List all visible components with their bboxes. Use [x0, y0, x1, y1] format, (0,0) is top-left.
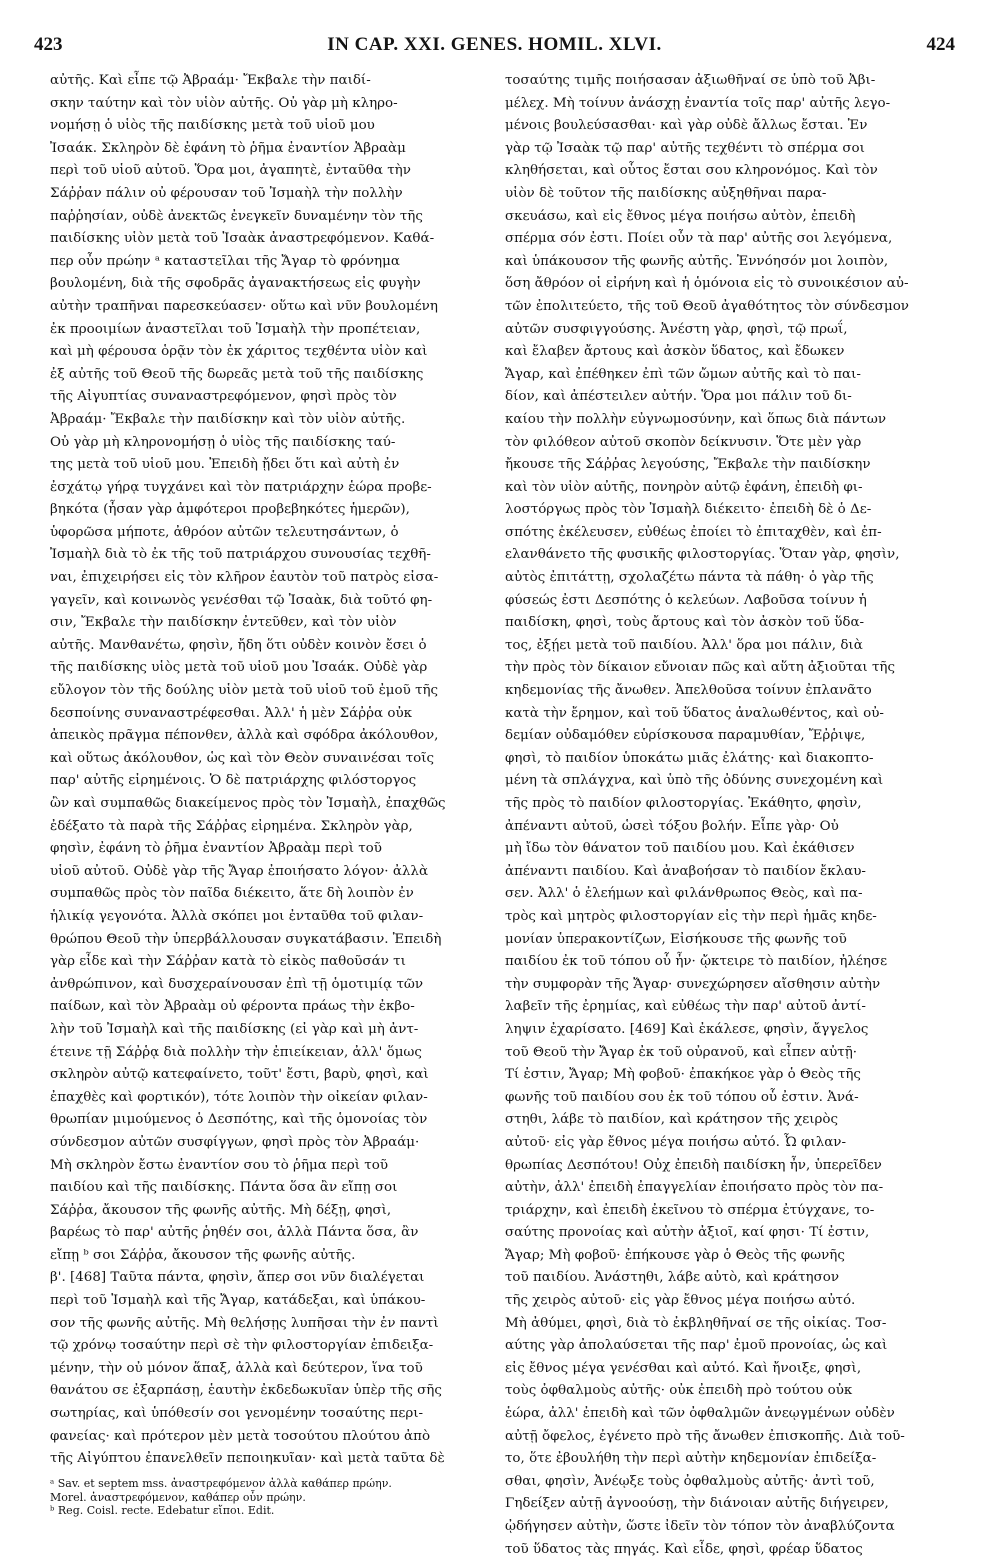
text-line: θρώπου Θεοῦ τὴν ὑπερβάλλουσαν συγκατάβασιν. Ἐπειδὴ [50, 931, 442, 947]
footnote-line: ᵇ Reg. Coisl. recte. Edebatur εἴποι. Edit. [50, 1504, 275, 1518]
text-line: κηδεμονίας τῆς ἄνωθεν. Ἀπελθοῦσα τοίνυν ἐπλανᾶτο [505, 683, 872, 699]
text-line: τοῦ Θεοῦ τὴν Ἄγαρ ἐκ τοῦ οὐρανοῦ, καὶ εἶπεν αὐτῇ· [505, 1044, 858, 1060]
text-line: φανείας· καὶ πρότερον μὲν μετὰ τοσούτου πλούτου ἀπὸ [50, 1428, 431, 1444]
text-line: ἐδέξατο τὰ παρὰ τῆς Σάῤῥας εἰρημένα. Σκληρὸν γὰρ, [50, 818, 413, 834]
text-line: γὰρ εἶδε καὶ τὴν Σάῤῥαν κατὰ τὸ εἰκὸς παθοῦσάν τι [50, 954, 406, 970]
text-line: καίου τὴν πολλὴν εὐγνωμοσύνην, καὶ ὅπως διὰ πάντων [505, 411, 887, 427]
text-line: σεν. Ἀλλ' ὁ ἐλεήμων καὶ φιλάνθρωπος Θεὸς, καὶ πα- [505, 886, 863, 902]
text-line: τὸν φιλόθεον αὐτοῦ σκοπὸν δείκνυσιν. Ὅτε μὲν γὰρ [505, 434, 862, 450]
text-line: ἐξ αὐτῆς τοῦ Θεοῦ τῆς δωρεᾶς μετὰ τοῦ τῆς παιδίσκης [50, 366, 424, 382]
text-line: αὐτὴν τραπῆναι παρεσκεύασεν· οὕτω καὶ νῦν βουλομένη [50, 298, 438, 314]
text-line: τῆς Αἰγυπτίας συναναστρεφόμενον, φησὶ πρὸς τὸν [50, 389, 397, 405]
text-line: φωνῆς τοῦ παιδίου σου ἐκ τοῦ τόπου οὗ ἐστιν. Ἀνά- [505, 1089, 859, 1105]
text-line: δεσποίνης συναναστρέφεσθαι. Ἀλλ' ἡ μὲν Σάῤῥα οὐκ [50, 705, 413, 721]
text-line: ἐπαχθὲς καὶ φορτικόν), τότε λοιπὸν τὴν οἰκείαν φιλαν- [50, 1089, 428, 1105]
text-line: ληψιν ἐχαρίσατο. [469] Καὶ ἐκάλεσε, φησὶν, ἄγγελος [505, 1021, 869, 1037]
text-line: βηκότα (ἦσαν γὰρ ἀμφότεροι προβεβηκότες ἡμερῶν), [50, 502, 410, 518]
text-line: κληθήσεται, καὶ οὗτος ἔσται σου κληρονόμος. Καὶ τὸν [505, 163, 878, 179]
text-line: λὴν τοῦ Ἰσμαὴλ καὶ τῆς παιδίσκης (εἰ γὰρ καὶ μὴ ἀντ- [50, 1021, 419, 1037]
text-line: υἱὸν δὲ τοῦτον τῆς παιδίσκης αὐξηθῆναι παρα- [505, 185, 827, 201]
text-line: θανάτου σε ἐξαρπάσῃ, ἑαυτὴν ἐκδεδωκυῖαν ὑπὲρ τῆς σῆς [50, 1383, 442, 1399]
running-title: IN CAP. XXI. GENES. HOMIL. XLVI. [327, 34, 662, 55]
text-line: παιδίσκη, φησὶ, τοὺς ἄρτους καὶ τὸν ἀσκὸν τοῦ ὕδα- [505, 615, 865, 631]
text-line: τριάρχην, καὶ ἐπειδὴ ἐκεῖνου τὸ σπέρμα ἐτύγχανε, το- [505, 1202, 875, 1218]
text-line: συμπαθῶς πρὸς τὸν παῖδα διέκειτο, ἅτε δὴ λοιπὸν ἐν [50, 886, 414, 902]
text-line: τὴν πρὸς τὸν δίκαιον εὔνοιαν πῶς καὶ αὕτη ἀξιοῦται τῆς [505, 660, 895, 676]
text-line: ἡλικίᾳ γεγονότα. Ἀλλὰ σκόπει μοι ἐνταῦθα τοῦ φιλαν- [50, 908, 424, 924]
text-line: Ἰσμαὴλ διὰ τὸ ἐκ τῆς τοῦ πατριάρχου συνουσίας τεχθῆ- [50, 547, 431, 563]
text-line: καὶ ὑπάκουσον τῆς φωνῆς αὐτῆς. Ἐννόησόν μοι λοιπὸν, [505, 253, 889, 269]
text-line: τῆς παιδίσκης υἱὸς μετὰ τοῦ υἱοῦ μου Ἰσαάκ. Οὐδὲ γὰρ [50, 660, 428, 676]
text-line: λαβεῖν τῆς ἐρημίας, καὶ εὐθέως τὴν παρ' αὐτοῦ ἀντί- [505, 999, 866, 1015]
text-line: παίδων, καὶ τὸν Ἀβραὰμ οὐ φέροντα πράως τὴν ἐκβο- [50, 999, 415, 1015]
text-line: Ἰσαάκ. Σκληρὸν δὲ ἐφάνη τὸ ῥῆμα ἐναντίον Ἀβραὰμ [50, 140, 406, 156]
text-line: σθαι, φησὶν, Ἀνέῳξε τοὺς ὀφθαλμοὺς αὐτῆς· ἀντὶ τοῦ, [505, 1473, 875, 1489]
footnote-line: ᵃ Sav. et septem mss. ἀναστρεφόμενον ἀλλὰ καθάπερ πρώην. [50, 1476, 392, 1490]
text-line: παιδίσκης υἱὸν μετὰ τοῦ Ἰσαὰκ ἀναστρεφόμενον. Καθά- [50, 231, 435, 247]
text-line: λοστόργως πρὸς τὸν Ἰσμαὴλ διέκειτο· ἐπειδὴ δὲ ὁ Δε- [505, 502, 872, 518]
text-line: Γηδείξεν αὐτῇ ἀγνοούσῃ, τὴν διάνοιαν αὐτῆς διήγειρεν, [505, 1496, 889, 1512]
text-line: τοσαύτης τιμῆς ποιήσασαν ἀξιωθῆναί σε ὑπὸ τοῦ Ἀβι- [505, 73, 876, 88]
text-line: στηθι, λάβε τὸ παιδίον, καὶ κράτησον τῆς χειρὸς [505, 1112, 839, 1128]
text-line: αὐτῆς. Καὶ εἶπε τῷ Ἀβραάμ· Ἔκβαλε τὴν παιδί- [50, 73, 371, 88]
text-line: τος, ἐξῄει μετὰ τοῦ παιδίου. Ἀλλ' ὅρα μοι πάλιν, διὰ [505, 637, 863, 653]
text-line: υἱοῦ αὐτοῦ. Οὐδὲ γὰρ τῆς Ἄγαρ ἐποιήσατο λόγον· ἀλλὰ [50, 863, 429, 879]
text-line: παρ' αὐτῆς εἰρημένοις. Ὁ δὲ πατριάρχης φιλόστοργος [50, 773, 417, 789]
text-line: Ἀβραάμ· Ἔκβαλε τὴν παιδίσκην καὶ τὸν υἱὸν αὐτῆς. [50, 411, 406, 427]
page-number-right: 424 [926, 34, 955, 55]
text-line: σκληρὸν αὐτῷ κατεφαίνετο, τοῦτ' ἔστι, βαρὺ, φησὶ, καὶ [50, 1067, 429, 1083]
text-line: τῶν ἐπολιτεύετο, τῆς τοῦ Θεοῦ ἀγαθότητος τὸν σύνδεσμον [505, 298, 909, 314]
text-line: αὐτὸς ἐπιτάττῃ, σχολαζέτω πάντα τὰ πάθη· ὁ γὰρ τῆς [505, 570, 874, 586]
text-line: φύσεώς ἐστι Δεσπότης ὁ κελεύων. Λαβοῦσα τοίνυν ἡ [505, 592, 867, 608]
right-column [505, 70, 953, 1561]
text-line: ἐκ προοιμίων ἀναστεῖλαι τοῦ Ἰσμαὴλ τὴν προπέτειαν, [50, 321, 421, 337]
text-line: τὴν συμφορὰν τῆς Ἄγαρ· συνεχώρησεν αἴσθησιν αὐτὴν [505, 976, 881, 992]
text-line: δεμίαν οὐδαμόθεν εὑρίσκουσα παραμυθίαν, Ἔῤῥιψε, [505, 728, 866, 744]
text-line: σιν, Ἔκβαλε τὴν παιδίσκην ἐντεῦθεν, καὶ τὸν υἱὸν [50, 615, 397, 631]
text-line: φησὶ, τὸ παιδίον ὑποκάτω μιᾶς ἐλάτης· καὶ διακοπτο- [505, 750, 874, 766]
text-line: σπέρμα σόν ἐστι. Ποίει οὖν τὰ παρ' αὐτῆς σοι λεγόμενα, [505, 231, 893, 247]
text-line: αὐτοῦ· εἰς γὰρ ἔθνος μέγα ποιήσω αὐτό. Ὦ φιλαν- [505, 1134, 847, 1150]
text-line: ἀνθρώπινον, καὶ δυσχεραίνουσαν ἐπὶ τῇ ὁμοτιμίᾳ τῶν [50, 976, 424, 992]
text-line: σκην ταύτην καὶ τὸν υἱὸν αὐτῆς. Οὐ γὰρ μὴ κληρο- [50, 95, 398, 111]
text-line: τοῦ παιδίου. Ἀνάστηθι, λάβε αὐτὸ, καὶ κράτησον [505, 1270, 840, 1286]
text-line: της μετὰ τοῦ υἱοῦ μου. Ἐπειδὴ ᾔδει ὅτι καὶ αὐτὴ ἐν [50, 457, 400, 473]
text-line: Σάῤῥαν πάλιν οὐ φέρουσαν τοῦ Ἰσμαὴλ τὴν πολλὴν [50, 185, 403, 201]
text-line: ναι, ἐπιχειρήσει εἰς τὸν κλῆρον ἑαυτὸν τοῦ πατρὸς εἰσα- [50, 570, 439, 586]
text-line: ᾠδήγησεν αὐτὴν, ὥστε ἰδεῖν τὸν τόπον τὸν ἀναβλύζοντα [505, 1519, 895, 1534]
text-line: Οὐ γὰρ μὴ κληρονομήσῃ ὁ υἱὸς τῆς παιδίσκης ταύ- [50, 434, 396, 450]
text-line: θρωπίας Δεσπότου! Οὐχ ἐπειδὴ παιδίσκη ἦν, ὑπερεῖδεν [505, 1157, 882, 1173]
text-line: νομήσῃ ὁ υἱὸς τῆς παιδίσκης μετὰ τοῦ υἱοῦ μου [50, 118, 375, 134]
text-line: περ οὖν πρώην ᵃ καταστεῖλαι τῆς Ἄγαρ τὸ φρόνημα [50, 253, 400, 269]
text-line: το, ὅτε ἐβουλήθη τὴν περὶ αὐτὴν κηδεμονίαν ἐπιδείξα- [505, 1451, 877, 1467]
text-line: β'. [468] Ταῦτα πάντα, φησὶν, ἅπερ σοι νῦν διαλέγεται [50, 1270, 425, 1286]
text-line: ὑφορῶσα μήποτε, ἀθρόον αὐτῶν τελευτησάντων, ὁ [50, 524, 399, 540]
text-line: σωτηρίας, καὶ ὑπόθεσίν σοι γενομένην τοσαύτης περι- [50, 1406, 424, 1422]
text-line: κατὰ τὴν ἔρημον, καὶ τοῦ ὕδατος ἀναλωθέντος, καὶ οὐ- [505, 705, 884, 721]
text-line: φησὶν, ἐφάνη τὸ ῥῆμα ἐναντίον Ἀβραὰμ περὶ τοῦ [50, 841, 382, 857]
text-line: αὐτὴν, ἀλλ' ἐπειδὴ ἐπαγγελίαν ἐποιήσατο πρὸς τὸν πα- [505, 1180, 884, 1196]
text-line: Ἄγαρ, καὶ ἐπέθηκεν ἐπὶ τῶν ὤμων αὐτῆς καὶ τὸ παι- [505, 366, 861, 382]
text-line: εἰς ἔθνος μέγα γενέσθαι καὶ αὐτό. Καὶ ἤνοιξε, φησὶ, [505, 1360, 862, 1376]
text-line: ἀπέναντι αὐτοῦ, ὡσεὶ τόξου βολήν. Εἶπε γὰρ· Οὐ [505, 818, 839, 834]
footnote-line: Morel. ἀναστρεφόμενον, καθάπερ οὖν πρώην. [50, 1490, 306, 1504]
text-line: καὶ οὕτως ἀκόλουθον, ὡς καὶ τὸν Θεὸν συναινέσαι τοῖς [50, 750, 435, 766]
text-line: παιδίου καὶ τῆς παιδίσκης. Πάντα ὅσα ἂν εἴπῃ σοι [50, 1180, 398, 1196]
text-line: μονίαν ὑπερακοντίζων, Εἰσήκουσε τῆς φωνῆς τοῦ [505, 931, 847, 947]
text-line: αύτης γὰρ ἀπολαύσεται τῆς παρ' ἐμοῦ προνοίας, ὡς καὶ [505, 1338, 888, 1354]
text-line: γὰρ τῷ Ἰσαὰκ τῷ παρ' αὐτῆς τεχθέντι τὸ σπέρμα σοι [505, 140, 865, 156]
text-line: καὶ μὴ φέρουσα ὁρᾷν τὸν ἐκ χάριτος τεχθέντα υἱὸν καὶ [50, 344, 428, 360]
text-line: γαγεῖν, καὶ κοινωνὸς γενέσθαι τῷ Ἰσαὰκ, διὰ τοῦτό φη- [50, 592, 433, 608]
text-line: ὅση ἄθρόον οἱ εἰρήνη καὶ ἡ ὁμόνοια εἰς τὸ συνοικέσιον αὐ- [505, 276, 909, 292]
text-line: μένη τὰ σπλάγχνα, καὶ ὑπὸ τῆς ὀδύνης συνεχομένη καὶ [505, 773, 884, 789]
text-line: εἴπῃ ᵇ σοι Σάῤῥα, ἄκουσον τῆς φωνῆς αὐτῆς. [50, 1247, 356, 1263]
text-line: ἐσχάτῳ γήρᾳ τυγχάνει καὶ τὸν πατριάρχην ἑώρα προβε- [50, 479, 432, 495]
text-line: Μὴ ἀθύμει, φησὶ, διὰ τὸ ἐκβληθῆναί σε τῆς οἰκίας. Τοσ- [505, 1315, 887, 1331]
text-line: τῷ χρόνῳ τοσαύτην περὶ σὲ τὴν φιλοστοργίαν ἐπιδειξα- [50, 1338, 434, 1354]
text-line: τοῦ ὕδατος τὰς πηγάς. Καὶ εἶδε, φησὶ, φρέαρ ὕδατος [505, 1541, 863, 1557]
text-line: Τί ἐστιν, Ἄγαρ; Μὴ φοβοῦ· ἐπακήκοε γὰρ ὁ Θεὸς τῆς [505, 1067, 861, 1083]
text-line: βαρέως τὸ παρ' αὐτῆς ῥηθέν σοι, ἀλλὰ Πάντα ὅσα, ἂν [50, 1225, 419, 1241]
text-line: ἤκουσε τῆς Σάῤῥας λεγούσης, Ἔκβαλε τὴν παιδίσκην [505, 457, 871, 473]
text-line: μὴ ἴδω τὸν θάνατον τοῦ παιδίου μου. Καὶ ἐκάθισεν [505, 841, 855, 857]
text-line: παῤῥησίαν, οὐδὲ ἀνεκτῶς ἐνεγκεῖν δυναμένην τὸν τῆς [50, 208, 423, 224]
text-line: σαύτης προνοίας καὶ αὐτὴν ἀξιοῖ, καί φησι· Τί ἐστιν, [505, 1225, 870, 1241]
left-column [50, 70, 486, 1518]
text-line: δίον, καὶ ἀπέστειλεν αὐτήν. Ὅρα μοι πάλιν τοῦ δι- [505, 389, 852, 405]
text-line: βουλομένη, διὰ τῆς σφοδρᾶς ἀγανακτήσεως εἰς φυγὴν [50, 276, 421, 292]
text-line: καὶ τὸν υἱὸν αὐτῆς, πονηρὸν αὐτῷ ἐφάνη, ἐπειδὴ φι- [505, 479, 863, 495]
text-line: περὶ τοῦ Ἰσμαὴλ καὶ τῆς Ἄγαρ, κατάδεξαι, καὶ ὑπάκου- [50, 1293, 426, 1309]
text-line: ὢν καὶ συμπαθῶς διακείμενος πρὸς τὸν Ἰσμαὴλ, ἐπαχθῶς [50, 796, 446, 811]
text-line: αὐτῶν συσφιγγούσης. Ἀνέστη γὰρ, φησὶ, τῷ πρωΐ, [505, 321, 848, 337]
text-line: παιδίου ἐκ τοῦ τόπου οὗ ἦν· ᾤκτειρε τὸ παιδίον, ἠλέησε [505, 954, 888, 970]
text-line: σκευάσω, καὶ εἰς ἔθνος μέγα ποιήσω αὐτὸν, ἐπειδὴ [505, 208, 856, 224]
text-line: Σάῤῥα, ἄκουσον τῆς φωνῆς αὐτῆς. Μὴ δέξῃ, φησὶ, [50, 1202, 392, 1218]
text-line: τρὸς καὶ μητρὸς φιλοστοργίαν εἰς τὴν περὶ ἡμᾶς κηδε- [505, 908, 877, 924]
text-line: καὶ ἔλαβεν ἄρτους καὶ ἀσκὸν ὕδατος, καὶ ἔδωκεν [505, 344, 845, 360]
text-line: σπότης ἐκέλευσεν, εὐθέως ἐποίει τὸ ἐπιταχθὲν, καὶ ἐπ- [505, 524, 882, 540]
text-line: αὐτῆς. Μανθανέτω, φησὶν, ἤδη ὅτι οὐδὲν κοινὸν ἔσει ὁ [50, 637, 427, 653]
text-line: τοὺς ὀφθαλμοὺς αὐτῆς· οὐκ ἐπειδὴ πρὸ τούτου οὐκ [505, 1383, 853, 1399]
text-line: εὔλογον τὸν τῆς δούλης υἱὸν μετὰ τοῦ υἱοῦ τοῦ ἐμοῦ τῆς [50, 683, 439, 699]
text-line: θρωπίαν μιμούμενος ὁ Δεσπότης, καὶ τῆς ὁμονοίας τὸν [50, 1112, 428, 1128]
text-line: μένην, τὴν οὐ μόνον ἅπαξ, ἀλλὰ καὶ δεύτερον, ἵνα τοῦ [50, 1360, 423, 1376]
text-line: ἑώρα, ἀλλ' ἐπειδὴ καὶ τῶν ὀφθαλμῶν ἀνεῳγμένων οὐδὲν [505, 1406, 895, 1422]
text-line: Ἄγαρ; Μὴ φοβοῦ· ἐπήκουσε γὰρ ὁ Θεὸς τῆς φωνῆς [505, 1247, 845, 1263]
text-line: μένοις βουλεύσασθαι· καὶ γὰρ οὐδὲ ἄλλως ἔσται. Ἐν [505, 118, 868, 134]
page-header [34, 34, 955, 60]
footnotes [50, 1477, 486, 1518]
text-line: μέλεχ. Μὴ τοίνυν ἀνάσχῃ ἐναντία τοῖς παρ' αὐτῆς λεγο- [505, 95, 891, 111]
text-line: σον τῆς φωνῆς αὐτῆς. Μὴ θελήσῃς λυπῆσαι τὴν ἐν παντὶ [50, 1315, 439, 1331]
text-line: σύνδεσμον αὐτῶν συσφίγγων, φησὶ πρὸς τὸν Ἀβραάμ· [50, 1134, 420, 1150]
text-line: τῆς πρὸς τὸ παιδίον φιλοστοργίας. Ἐκάθητο, φησὶν, [505, 796, 862, 811]
text-line: ελανθάνετο τῆς φυσικῆς φιλοστοργίας. Ὅταν γὰρ, φησὶν, [505, 547, 900, 563]
text-line: Μὴ σκληρὸν ἔστω ἐναντίον σου τὸ ῥῆμα περὶ τοῦ [50, 1157, 389, 1173]
text-line: τῆς Αἰγύπτου ἐπανελθεῖν πεποιηκυῖαν· καὶ μετὰ ταῦτα δὲ [50, 1451, 445, 1467]
text-line: τῆς χειρὸς αὐτοῦ· εἰς γὰρ ἔθνος μέγα ποιήσω αὐτό. [505, 1293, 856, 1309]
text-line: αὐτῇ ὄφελος, ἐγένετο πρὸ τῆς ἄνωθεν ἐπισκοπῆς. Διὰ τοῦ- [505, 1428, 905, 1444]
text-line: ἀπεικὸς πρᾶγμα πέπονθεν, ἀλλὰ καὶ σφόδρα ἀκόλουθον, [50, 728, 439, 744]
text-line: περὶ τοῦ υἱοῦ αὐτοῦ. Ὅρα μοι, ἀγαπητὲ, ἐνταῦθα τὴν [50, 163, 411, 179]
text-line: έτεινε τῇ Σάῤῥᾳ διὰ πολλὴν τὴν ἐπιείκειαν, ἀλλ' ὅμως [50, 1044, 422, 1060]
page-number-left: 423 [34, 34, 63, 55]
text-line: ἀπέναντι παιδίου. Καὶ ἀναβοήσαν τὸ παιδίον ἔκλαυ- [505, 863, 866, 879]
